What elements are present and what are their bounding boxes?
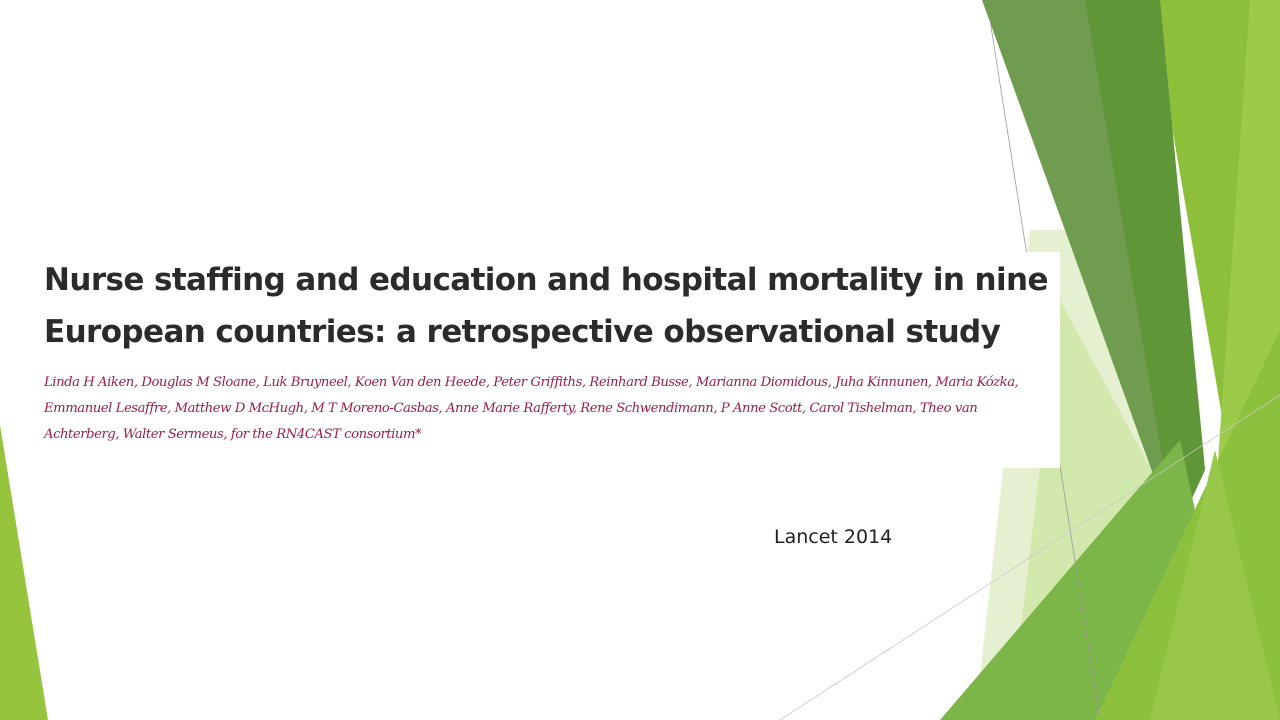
citation-text: Lancet 2014 (774, 526, 893, 548)
left-green-shape (0, 425, 48, 720)
article-title: Nurse staffing and education and hospital mortality in nine European countries: a retrospective observational study (44, 262, 1048, 350)
article-header-image (30, 252, 1060, 468)
article-authors: Linda H Aiken, Douglas M Sloane, Luk Bruyneel, Koen Van den Heede, Peter Griffiths, Reinhard Busse, Marianna Diomidous, Juha Kinnunen, Maria Kózka, Emmanuel Lesaffre, Matthew D McHugh, M T Moreno-Casbas, Anne Marie Rafferty, Rene Schwendimann, P Anne Scott, Carol Tishelman, Theo van Achterberg, Walter Sermeus, for the RN4CAST consortium* (44, 375, 1019, 442)
